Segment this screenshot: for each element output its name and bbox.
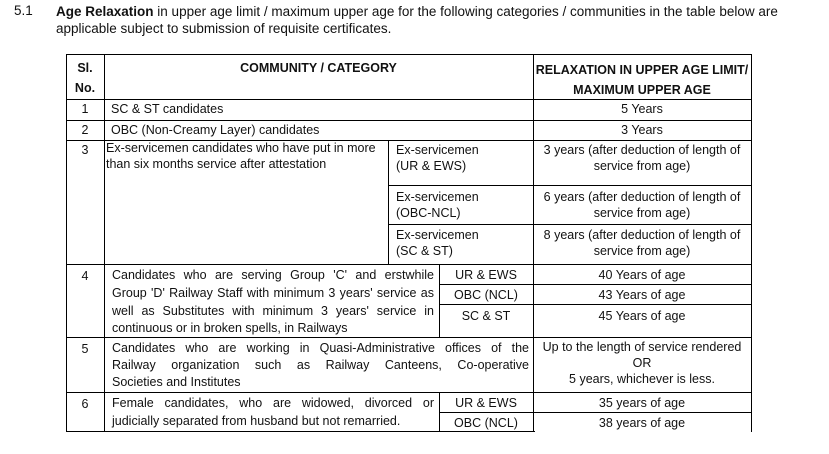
row-3-sub-1-label: Ex-servicemen (UR & EWS) bbox=[396, 143, 479, 173]
row-4-sub-1-label: UR & EWS bbox=[455, 268, 517, 282]
row-3-sub-1-relaxation: 3 years (after deduction of length of service from age) bbox=[543, 143, 741, 173]
row-5-category-line: Societies and Institutes bbox=[112, 375, 241, 389]
row-3-sub-2-label: Ex-servicemen (OBC-NCL) bbox=[396, 190, 479, 220]
row-4-sub-1-relaxation: 40 Years of age bbox=[598, 268, 686, 282]
row-5-category-line: Railway organization such as Railway Canteens, Co-operative bbox=[112, 358, 529, 372]
row-3-sl: 3 bbox=[81, 143, 89, 157]
row-separator bbox=[66, 120, 752, 121]
section-title: Age Relaxation bbox=[56, 4, 154, 19]
row-3-category: Ex-servicemen candidates who have put in more than six months service after attestation bbox=[106, 141, 376, 171]
header-relaxation: RELAXATION IN UPPER AGE LIMIT/ MAXIMUM UPPER AGE bbox=[535, 63, 749, 97]
row-4-sub-2-label: OBC (NCL) bbox=[454, 288, 518, 302]
row-4-sub-3-label: SC & ST bbox=[461, 309, 511, 323]
section-number: 5.1 bbox=[14, 3, 33, 18]
row-separator bbox=[439, 284, 752, 285]
row-6-category-line: judicially separated from husband but not remarried. bbox=[112, 414, 401, 428]
row-separator bbox=[439, 304, 752, 305]
row-4-sl: 4 bbox=[81, 269, 89, 283]
row-5-relaxation: Up to the length of service rendered OR 5 years, whichever is less. bbox=[542, 340, 742, 386]
header-community: COMMUNITY / CATEGORY bbox=[240, 61, 397, 75]
row-separator bbox=[388, 224, 752, 225]
row-3-sub-2-relaxation: 6 years (after deduction of length of service from age) bbox=[543, 190, 741, 220]
row-4-category-line: well as Substitutes with minimum 3 years' service in bbox=[112, 304, 434, 318]
row-3-sub-3-relaxation: 8 years (after deduction of length of service from age) bbox=[543, 228, 741, 258]
row-6-sub-1-relaxation: 35 years of age bbox=[598, 396, 686, 410]
row-separator bbox=[66, 392, 752, 393]
row-separator bbox=[388, 185, 752, 186]
row-2-relaxation: 3 Years bbox=[621, 123, 663, 137]
row-6-sub-2-relaxation: 38 years of age bbox=[598, 416, 686, 430]
row-separator bbox=[66, 337, 752, 338]
column-separator bbox=[104, 54, 105, 432]
row-6-sub-2-label: OBC (NCL) bbox=[454, 416, 518, 430]
column-separator bbox=[388, 140, 389, 264]
table-border-bottom bbox=[439, 431, 535, 432]
row-6-category-line: Female candidates, who are widowed, divorced or bbox=[112, 396, 434, 410]
header-sl-no: Sl. No. bbox=[74, 61, 96, 95]
row-separator bbox=[439, 412, 752, 413]
row-6-sub-1-label: UR & EWS bbox=[455, 396, 517, 410]
row-3-sub-3-label: Ex-servicemen (SC & ST) bbox=[396, 228, 479, 258]
row-2-category: OBC (Non-Creamy Layer) candidates bbox=[111, 123, 320, 137]
row-separator bbox=[66, 264, 752, 265]
row-5-category-line: Candidates who are working in Quasi-Administrative offices of the bbox=[112, 341, 529, 355]
row-4-sub-3-relaxation: 45 Years of age bbox=[598, 309, 686, 323]
intro-text-line1: in upper age limit / maximum upper age for the following categories / communities in the table below are bbox=[157, 4, 778, 19]
row-4-category-line: continuous or in broken spells, in Railways bbox=[112, 321, 348, 335]
row-5-sl: 5 bbox=[81, 342, 89, 356]
row-1-relaxation: 5 Years bbox=[621, 102, 663, 116]
row-1-sl: 1 bbox=[81, 102, 89, 116]
section-intro bbox=[56, 3, 816, 37]
row-6-sl: 6 bbox=[81, 397, 89, 411]
row-4-category-line: Group 'D' Railway Staff with minimum 3 years' service as bbox=[112, 286, 434, 300]
intro-text-line2: applicable subject to submission of requisite certificates. bbox=[56, 21, 392, 36]
row-4-sub-2-relaxation: 43 Years of age bbox=[598, 288, 686, 302]
row-2-sl: 2 bbox=[81, 123, 89, 137]
row-1-category: SC & ST candidates bbox=[111, 102, 224, 116]
table-border-right bbox=[751, 54, 752, 432]
table-border-bottom bbox=[66, 431, 439, 432]
row-4-category-line: Candidates who are serving Group 'C' and erstwhile bbox=[112, 268, 434, 282]
table-border-top bbox=[66, 54, 752, 55]
age-relaxation-table bbox=[66, 54, 752, 432]
